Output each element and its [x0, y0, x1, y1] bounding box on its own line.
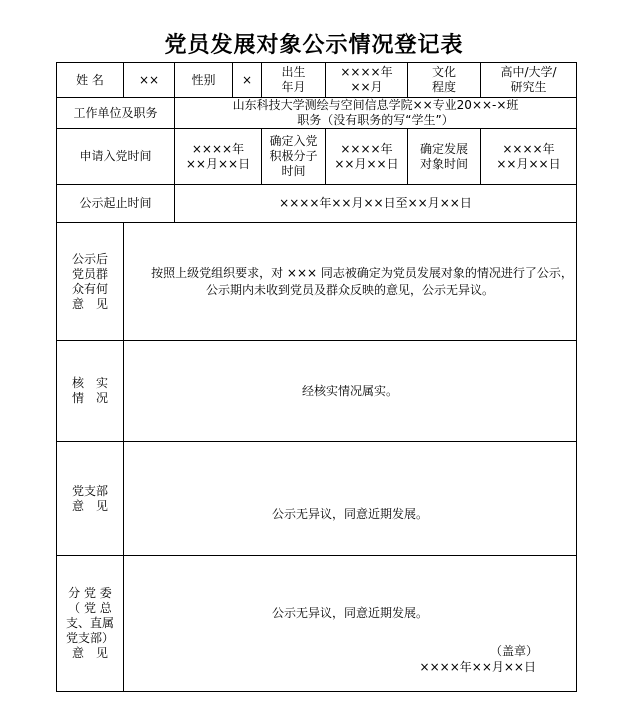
- verification-cell[interactable]: [124, 341, 577, 442]
- verification-row: [57, 341, 577, 442]
- public-opinion-label: 公示后 党员群 众有何 意 见: [57, 223, 124, 341]
- unit-value[interactable]: 山东科技大学测绘与空间信息学院××专业20××-×班 职务（没有职务的写“学生”）: [175, 98, 577, 129]
- public-opinion-row: [57, 223, 577, 341]
- seal-label: （盖章）: [489, 644, 538, 658]
- committee-opinion-label: 分 党 委 （ 党 总 支、直属 党支部） 意 见: [57, 556, 124, 692]
- branch-opinion-cell[interactable]: [124, 442, 577, 556]
- target-date-value[interactable]: ××××年 ××月××日: [481, 129, 577, 185]
- unit-label: 工作单位及职务: [57, 98, 175, 129]
- gender-value[interactable]: ×: [233, 63, 262, 98]
- public-opinion-cell[interactable]: [124, 223, 577, 341]
- name-label: 姓 名: [57, 63, 124, 98]
- committee-opinion-cell[interactable]: [124, 556, 577, 692]
- branch-opinion-text: 公示无异议，同意近期发展。: [271, 507, 428, 521]
- verification-label: 核 实 情 况: [57, 341, 124, 442]
- committee-opinion-row: [57, 556, 577, 692]
- name-value[interactable]: ××: [124, 63, 175, 98]
- period-label: 公示起止时间: [57, 185, 175, 223]
- birth-label: 出生 年月: [262, 63, 326, 98]
- registration-form: [56, 62, 577, 692]
- gender-label: 性别: [175, 63, 233, 98]
- education-value[interactable]: 高中/大学/ 研究生: [481, 63, 577, 98]
- activist-date-label: 确定入党 积极分子 时间: [262, 129, 326, 185]
- basic-info-row: [57, 63, 577, 98]
- birth-value[interactable]: ××××年 ××月: [326, 63, 408, 98]
- dates-row: [57, 129, 577, 185]
- education-label: 文化 程度: [408, 63, 481, 98]
- public-opinion-text: 按照上级党组织要求，对 ××× 同志被确定为党员发展对象的情况进行了公示，公示期内未收到党员及群众反映的意见，公示无异议。: [151, 265, 573, 297]
- committee-opinion-text: 公示无异议，同意近期发展。: [271, 606, 428, 620]
- activist-date-value[interactable]: ××××年 ××月××日: [326, 129, 408, 185]
- branch-opinion-row: [57, 442, 577, 556]
- target-date-label: 确定发展 对象时间: [408, 129, 481, 185]
- verification-text: 经核实情况属实。: [301, 383, 398, 398]
- apply-date-value[interactable]: ××××年 ××月××日: [175, 129, 262, 185]
- seal-date: ××××年××月××日: [419, 660, 536, 674]
- page-title: 党员发展对象公示情况登记表: [164, 32, 464, 58]
- branch-opinion-label: 党支部 意 见: [57, 442, 124, 556]
- period-row: [57, 185, 577, 223]
- unit-row: [57, 98, 577, 129]
- apply-date-label: 申请入党时间: [57, 129, 175, 185]
- period-value[interactable]: ××××年××月××日至××月××日: [175, 185, 577, 223]
